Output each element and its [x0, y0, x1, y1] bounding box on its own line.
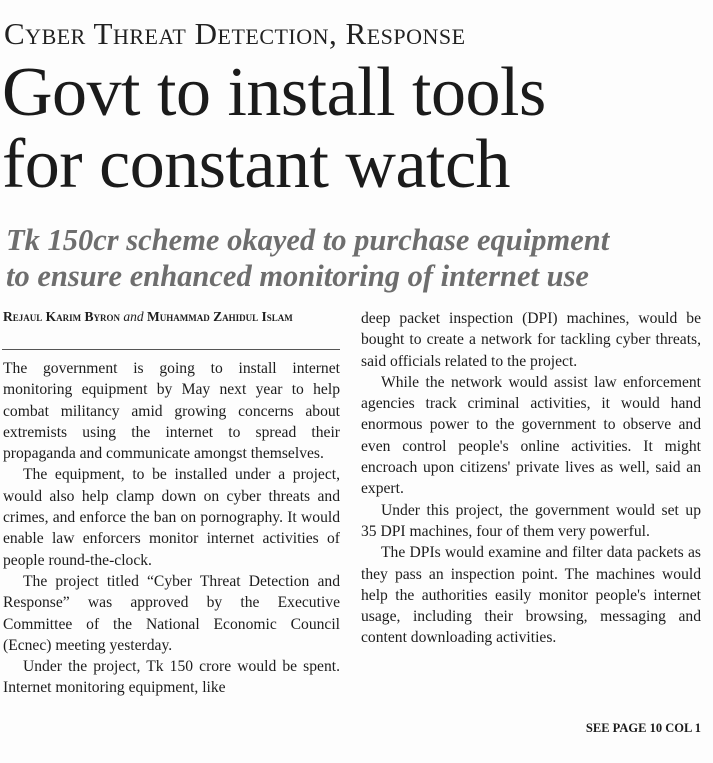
continuation-jump-line: SEE PAGE 10 COL 1 [585, 721, 701, 735]
body-column-left [3, 358, 340, 699]
deck-subheadline [6, 222, 706, 294]
byline-connector: and [123, 309, 144, 324]
paragraph: The DPIs would examine and filter data packets as they pass an inspection point. The machines would help the authorities easily monitor people's internet usage, including their browsing, messaging and content downloading activities. [361, 544, 701, 647]
byline [3, 309, 343, 325]
headline [2, 54, 710, 203]
body-column-right [361, 308, 701, 649]
deck-line-2: to ensure enhanced monitoring of internet use [6, 259, 589, 293]
headline-line-1: Govt to install tools [2, 54, 546, 131]
deck-line-1: Tk 150cr scheme okayed to purchase equipment [6, 223, 610, 257]
kicker: Cyber Threat Detection, Response [4, 16, 466, 51]
paragraph: The equipment, to be installed under a project, would also help clamp down on cyber threats and crimes, and enforce the ban on pornography. It would enable law enforcers monitor internet activities of people round-the-clock. [3, 466, 340, 569]
byline-rule [2, 349, 340, 350]
paragraph: Under the project, Tk 150 crore would be spent. Internet monitoring equipment, like [3, 658, 340, 697]
headline-line-2: for constant watch [2, 126, 511, 203]
paragraph: The government is going to install internet monitoring equipment by May next year to help combat militancy amid growing concerns about extremists using the internet to spread their propaganda and communicate amongst themselves. [3, 360, 340, 463]
byline-author-1: Rejaul Karim Byron [3, 309, 121, 324]
byline-author-2: Muhammad Zahidul Islam [147, 309, 293, 324]
paragraph: deep packet inspection (DPI) machines, would be bought to create a network for tackling cyber threats, said officials related to the project. [361, 310, 701, 370]
paragraph: Under this project, the government would set up 35 DPI machines, four of them very powerful. [361, 501, 701, 540]
paragraph: While the network would assist law enforcement agencies track criminal activities, it would hand enormous power to the government to observe and even control people's online activities. It might encroach upon citizens' private lives as well, said an expert. [361, 373, 701, 498]
paragraph: The project titled “Cyber Threat Detection and Response” was approved by the Executive Committee of the National Economic Council (Ecnec) meeting yesterday. [3, 572, 340, 654]
